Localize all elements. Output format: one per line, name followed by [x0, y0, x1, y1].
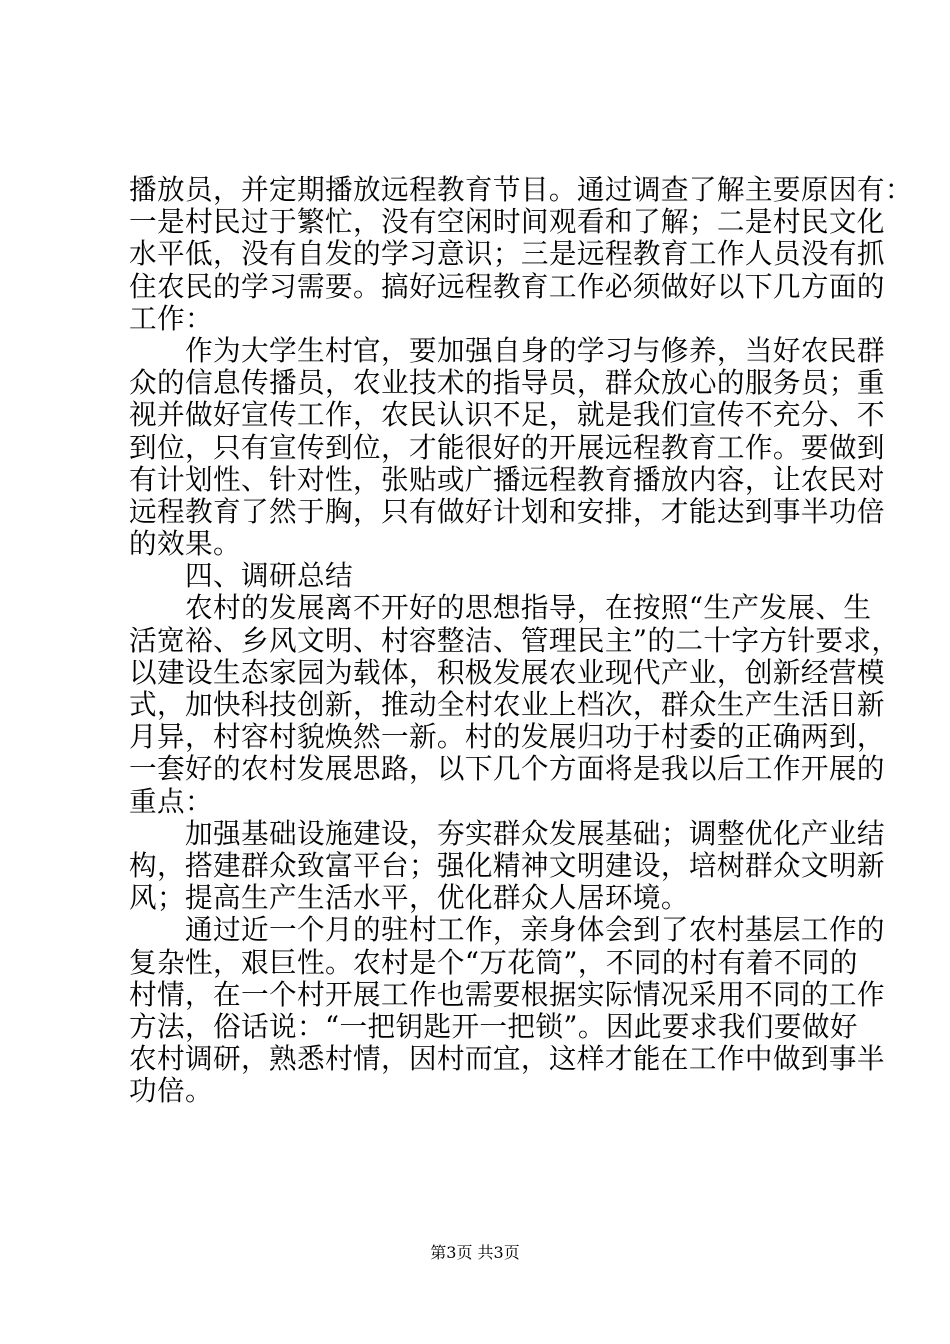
text-line: 月异，村容村貌焕然一新。村的发展归功于村委的正确两到， [129, 720, 885, 754]
text-line: 有计划性、针对性，张贴或广播远程教育播放内容，让农民对 [129, 462, 885, 496]
paragraph-start-line: 通过近一个月的驻村工作，亲身体会到了农村基层工作的 [185, 913, 885, 947]
text-line: 视并做好宣传工作，农民认识不足，就是我们宣传不充分、不 [129, 398, 885, 432]
paragraph-start-line: 作为大学生村官，要加强自身的学习与修养，当好农民群 [185, 333, 885, 367]
text-line: 活宽裕、乡风文明、村容整洁、管理民主”的二十字方针要求， [129, 623, 900, 657]
page-number-label: 第3页 共3页 [430, 1243, 520, 1262]
text-line: 播放员，并定期播放远程教育节目。通过调查了解主要原因有： [129, 173, 913, 206]
text-line: 水平低，没有自发的学习意识；三是远程教育工作人员没有抓 [129, 237, 885, 271]
text-line: 工作： [129, 301, 213, 335]
text-line: 复杂性，艰巨性。农村是个“万花筒”，不同的村有着不同的 [129, 945, 858, 979]
page-footer [0, 1243, 950, 1263]
section-heading: 四、调研总结 [185, 559, 353, 593]
text-line: 的效果。 [129, 527, 241, 561]
document-body [129, 173, 913, 1108]
text-line: 方法，俗话说：“一把钥匙开一把锁”。因此要求我们要做好 [129, 1009, 858, 1043]
text-line: 农村调研，熟悉村情，因村而宜，这样才能在工作中做到事半 [129, 1042, 885, 1076]
paragraph-start-line: 加强基础设施建设，夯实群众发展基础；调整优化产业结 [185, 816, 885, 850]
text-line: 构，搭建群众致富平台；强化精神文明建设，培树群众文明新 [129, 848, 885, 882]
text-line: 功倍。 [129, 1074, 213, 1108]
text-line: 一套好的农村发展思路，以下几个方面将是我以后工作开展的 [129, 752, 885, 786]
text-line: 一是村民过于繁忙，没有空闲时间观看和了解；二是村民文化 [129, 205, 885, 239]
text-line: 住农民的学习需要。搞好远程教育工作必须做好以下几方面的 [129, 269, 885, 303]
text-line: 村情，在一个村开展工作也需要根据实际情况采用不同的工作 [129, 977, 885, 1011]
text-line: 风；提高生产生活水平，优化群众人居环境。 [129, 881, 689, 915]
text-line: 到位，只有宣传到位，才能很好的开展远程教育工作。要做到 [129, 430, 885, 464]
paragraph-start-line: 农村的发展离不开好的思想指导，在按照“生产发展、生 [185, 591, 872, 625]
text-line: 以建设生态家园为载体，积极发展农业现代产业，创新经营模 [129, 655, 885, 689]
text-line: 式，加快科技创新，推动全村农业上档次，群众生产生活日新 [129, 688, 885, 721]
text-line: 重点： [129, 784, 213, 818]
text-line: 远程教育了然于胸，只有做好计划和安排，才能达到事半功倍 [129, 494, 885, 528]
text-line: 众的信息传播员，农业技术的指导员，群众放心的服务员；重 [129, 366, 885, 400]
